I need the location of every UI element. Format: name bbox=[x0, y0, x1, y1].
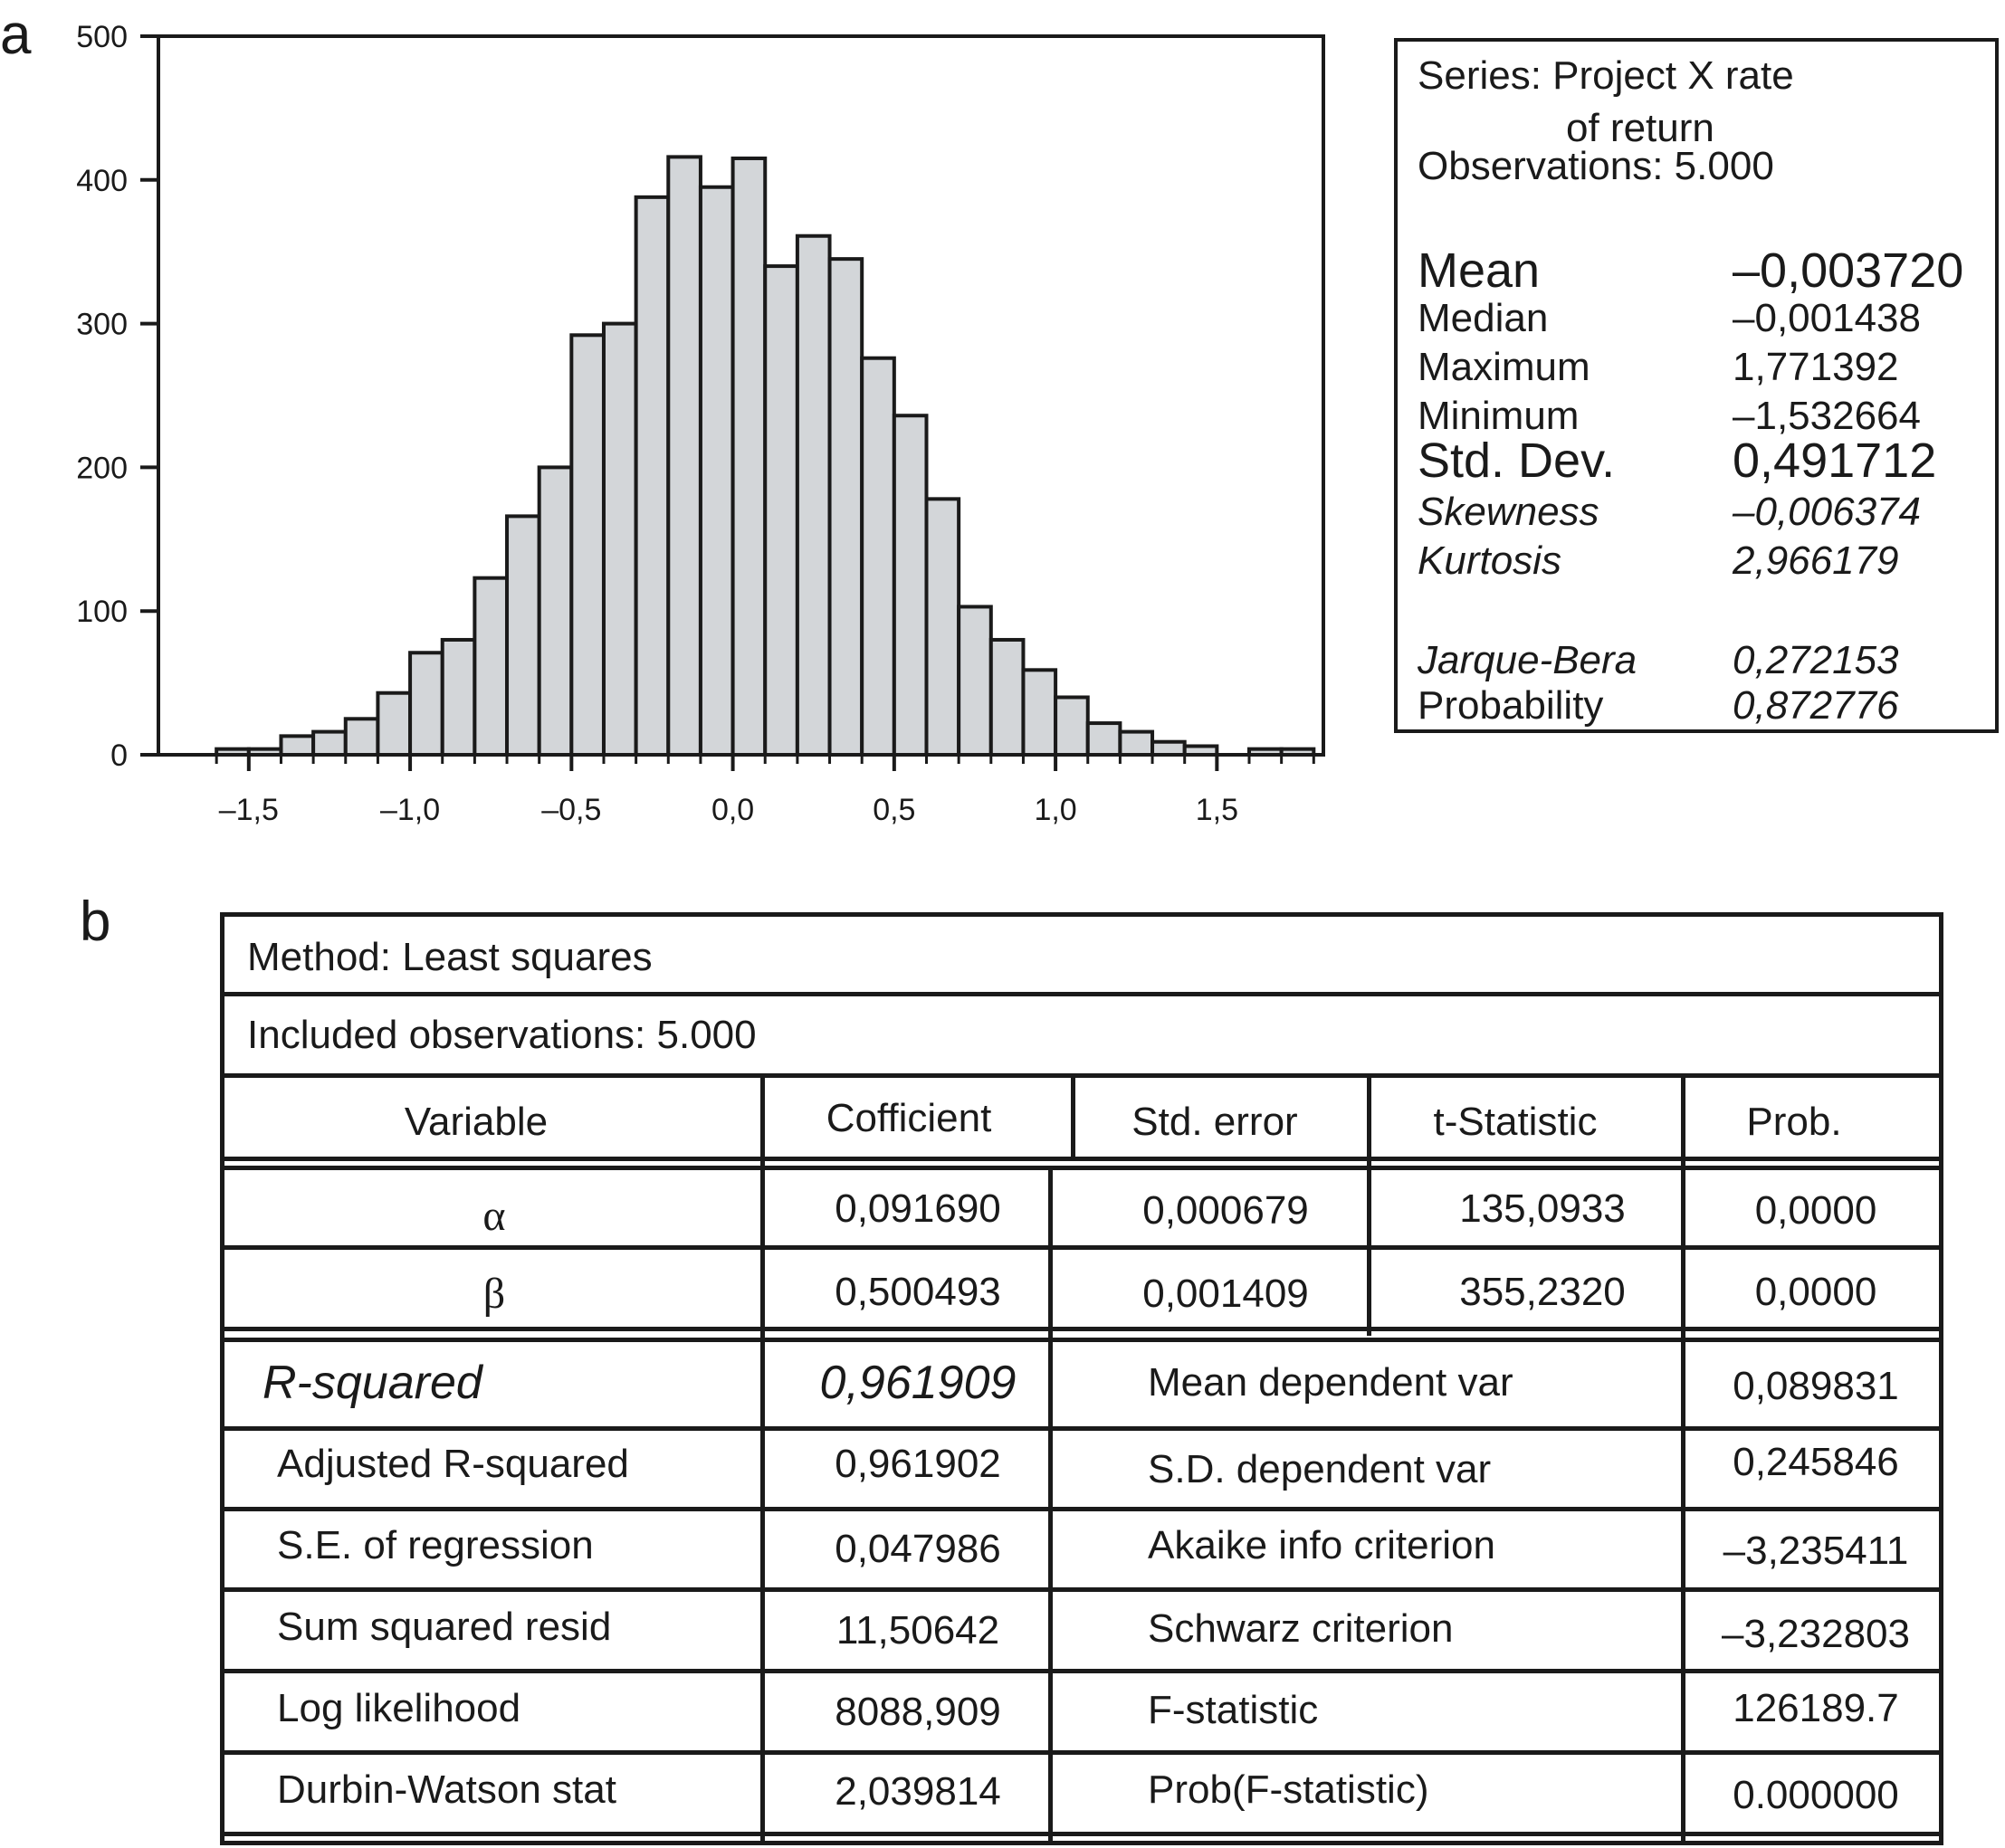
stat-label-probability: Probability bbox=[1418, 683, 1604, 728]
std-error-beta: 0,001409 bbox=[1142, 1272, 1309, 1316]
y-tick-label: 500 bbox=[76, 20, 128, 54]
x-tick-label: –0,5 bbox=[541, 793, 602, 827]
stat-value-probability: 0,872776 bbox=[1733, 683, 1899, 728]
variable-beta: β bbox=[482, 1270, 506, 1318]
stat-value-kurtosis: 2,966179 bbox=[1733, 538, 1899, 583]
y-tick-label: 300 bbox=[76, 307, 128, 342]
summary-value-f-statistic: 126189.7 bbox=[1733, 1686, 1899, 1730]
stat-label-minimum: Minimum bbox=[1418, 394, 1580, 438]
stat-value-median: –0,001438 bbox=[1733, 296, 1921, 340]
x-tick-label: 0,5 bbox=[873, 793, 916, 827]
series-name-line2: of return bbox=[1566, 106, 1714, 150]
header-variable: Variable bbox=[404, 1100, 549, 1144]
t-statistic-alpha: 135,0933 bbox=[1459, 1186, 1626, 1231]
summary-label-f-statistic: F-statistic bbox=[1148, 1688, 1319, 1732]
header-prob: Prob. bbox=[1746, 1100, 1842, 1144]
summary-value-prob-f-statistic: 0.000000 bbox=[1733, 1773, 1899, 1817]
summary-value-mean-dependent-var: 0,089831 bbox=[1733, 1364, 1899, 1408]
stat-label-jarque-bera: Jarque-Bera bbox=[1418, 638, 1637, 682]
x-tick-label: 1,5 bbox=[1195, 793, 1238, 827]
summary-label-durbin-watson-stat: Durbin-Watson stat bbox=[277, 1767, 616, 1812]
included-observations-label: Included observations: 5.000 bbox=[247, 1013, 757, 1057]
summary-label-akaike-info-criterion: Akaike info criterion bbox=[1148, 1523, 1495, 1567]
summary-label-schwarz-criterion: Schwarz criterion bbox=[1148, 1606, 1454, 1651]
variable-alpha: α bbox=[482, 1192, 506, 1240]
std-error-alpha: 0,000679 bbox=[1142, 1188, 1309, 1233]
summary-label-sum-squared-resid: Sum squared resid bbox=[277, 1605, 612, 1649]
stat-value-maximum: 1,771392 bbox=[1733, 345, 1899, 389]
y-tick-label: 400 bbox=[76, 163, 128, 198]
stat-label-median: Median bbox=[1418, 296, 1549, 340]
series-name-line1: Series: Project X rate bbox=[1418, 53, 1794, 98]
stat-label-maximum: Maximum bbox=[1418, 345, 1590, 389]
header-std-error: Std. error bbox=[1131, 1100, 1298, 1144]
summary-value-sd-dependent-var: 0,245846 bbox=[1733, 1440, 1899, 1484]
stat-value-std-dev: 0,491712 bbox=[1733, 433, 1937, 488]
summary-value-sum-squared-resid: 11,50642 bbox=[835, 1608, 1000, 1653]
summary-value-durbin-watson-stat: 2,039814 bbox=[835, 1769, 1001, 1814]
t-statistic-beta: 355,2320 bbox=[1459, 1270, 1626, 1314]
summary-value-log-likelihood: 8088,909 bbox=[835, 1690, 1001, 1734]
summary-value-se-of-regression: 0,047986 bbox=[835, 1527, 1001, 1571]
observations-count: Observations: 5.000 bbox=[1418, 144, 1774, 188]
summary-label-adjusted-r-squared: Adjusted R-squared bbox=[277, 1442, 629, 1486]
method-label: Method: Least squares bbox=[247, 935, 653, 979]
stat-label-skewness: Skewness bbox=[1418, 490, 1599, 534]
panel-label-b: b bbox=[80, 891, 111, 953]
x-tick-label: 1,0 bbox=[1034, 793, 1077, 827]
summary-value-schwarz-criterion: –3,232803 bbox=[1722, 1612, 1910, 1656]
stat-label-kurtosis: Kurtosis bbox=[1418, 538, 1561, 583]
summary-label-prob-f-statistic: Prob(F-statistic) bbox=[1148, 1767, 1429, 1812]
summary-value-akaike-info-criterion: –3,235411 bbox=[1723, 1529, 1909, 1573]
x-tick-label: 0,0 bbox=[711, 793, 755, 827]
x-tick-label: –1,5 bbox=[218, 793, 279, 827]
header-coefficient: Cofficient bbox=[826, 1096, 992, 1140]
coefficient-alpha: 0,091690 bbox=[835, 1186, 1001, 1231]
x-tick-label: –1,0 bbox=[379, 793, 441, 827]
summary-value-adjusted-r-squared: 0,961902 bbox=[835, 1442, 1001, 1486]
summary-label-mean-dependent-var: Mean dependent var bbox=[1148, 1360, 1513, 1405]
summary-label-se-of-regression: S.E. of regression bbox=[277, 1523, 594, 1567]
stat-value-skewness: –0,006374 bbox=[1733, 490, 1921, 534]
summary-label-log-likelihood: Log likelihood bbox=[277, 1686, 521, 1730]
stat-label-std-dev: Std. Dev. bbox=[1418, 433, 1616, 488]
summary-label-r-squared: R-squared bbox=[263, 1357, 482, 1409]
y-tick-label: 200 bbox=[76, 451, 128, 486]
stat-value-jarque-bera: 0,272153 bbox=[1733, 638, 1899, 682]
prob-beta: 0,0000 bbox=[1754, 1270, 1877, 1314]
prob-alpha: 0,0000 bbox=[1754, 1188, 1877, 1233]
summary-value-r-squared: 0,961909 bbox=[819, 1357, 1017, 1409]
summary-label-sd-dependent-var: S.D. dependent var bbox=[1148, 1447, 1492, 1491]
y-tick-label: 100 bbox=[76, 595, 128, 630]
stat-label-mean: Mean bbox=[1418, 243, 1541, 298]
y-tick-label: 0 bbox=[110, 738, 128, 773]
panel-label-a: a bbox=[0, 4, 32, 66]
header-t-statistic: t-Statistic bbox=[1433, 1100, 1598, 1144]
coefficient-beta: 0,500493 bbox=[835, 1270, 1001, 1314]
stat-value-mean: –0,003720 bbox=[1733, 243, 1964, 298]
stat-value-minimum: –1,532664 bbox=[1733, 394, 1921, 438]
